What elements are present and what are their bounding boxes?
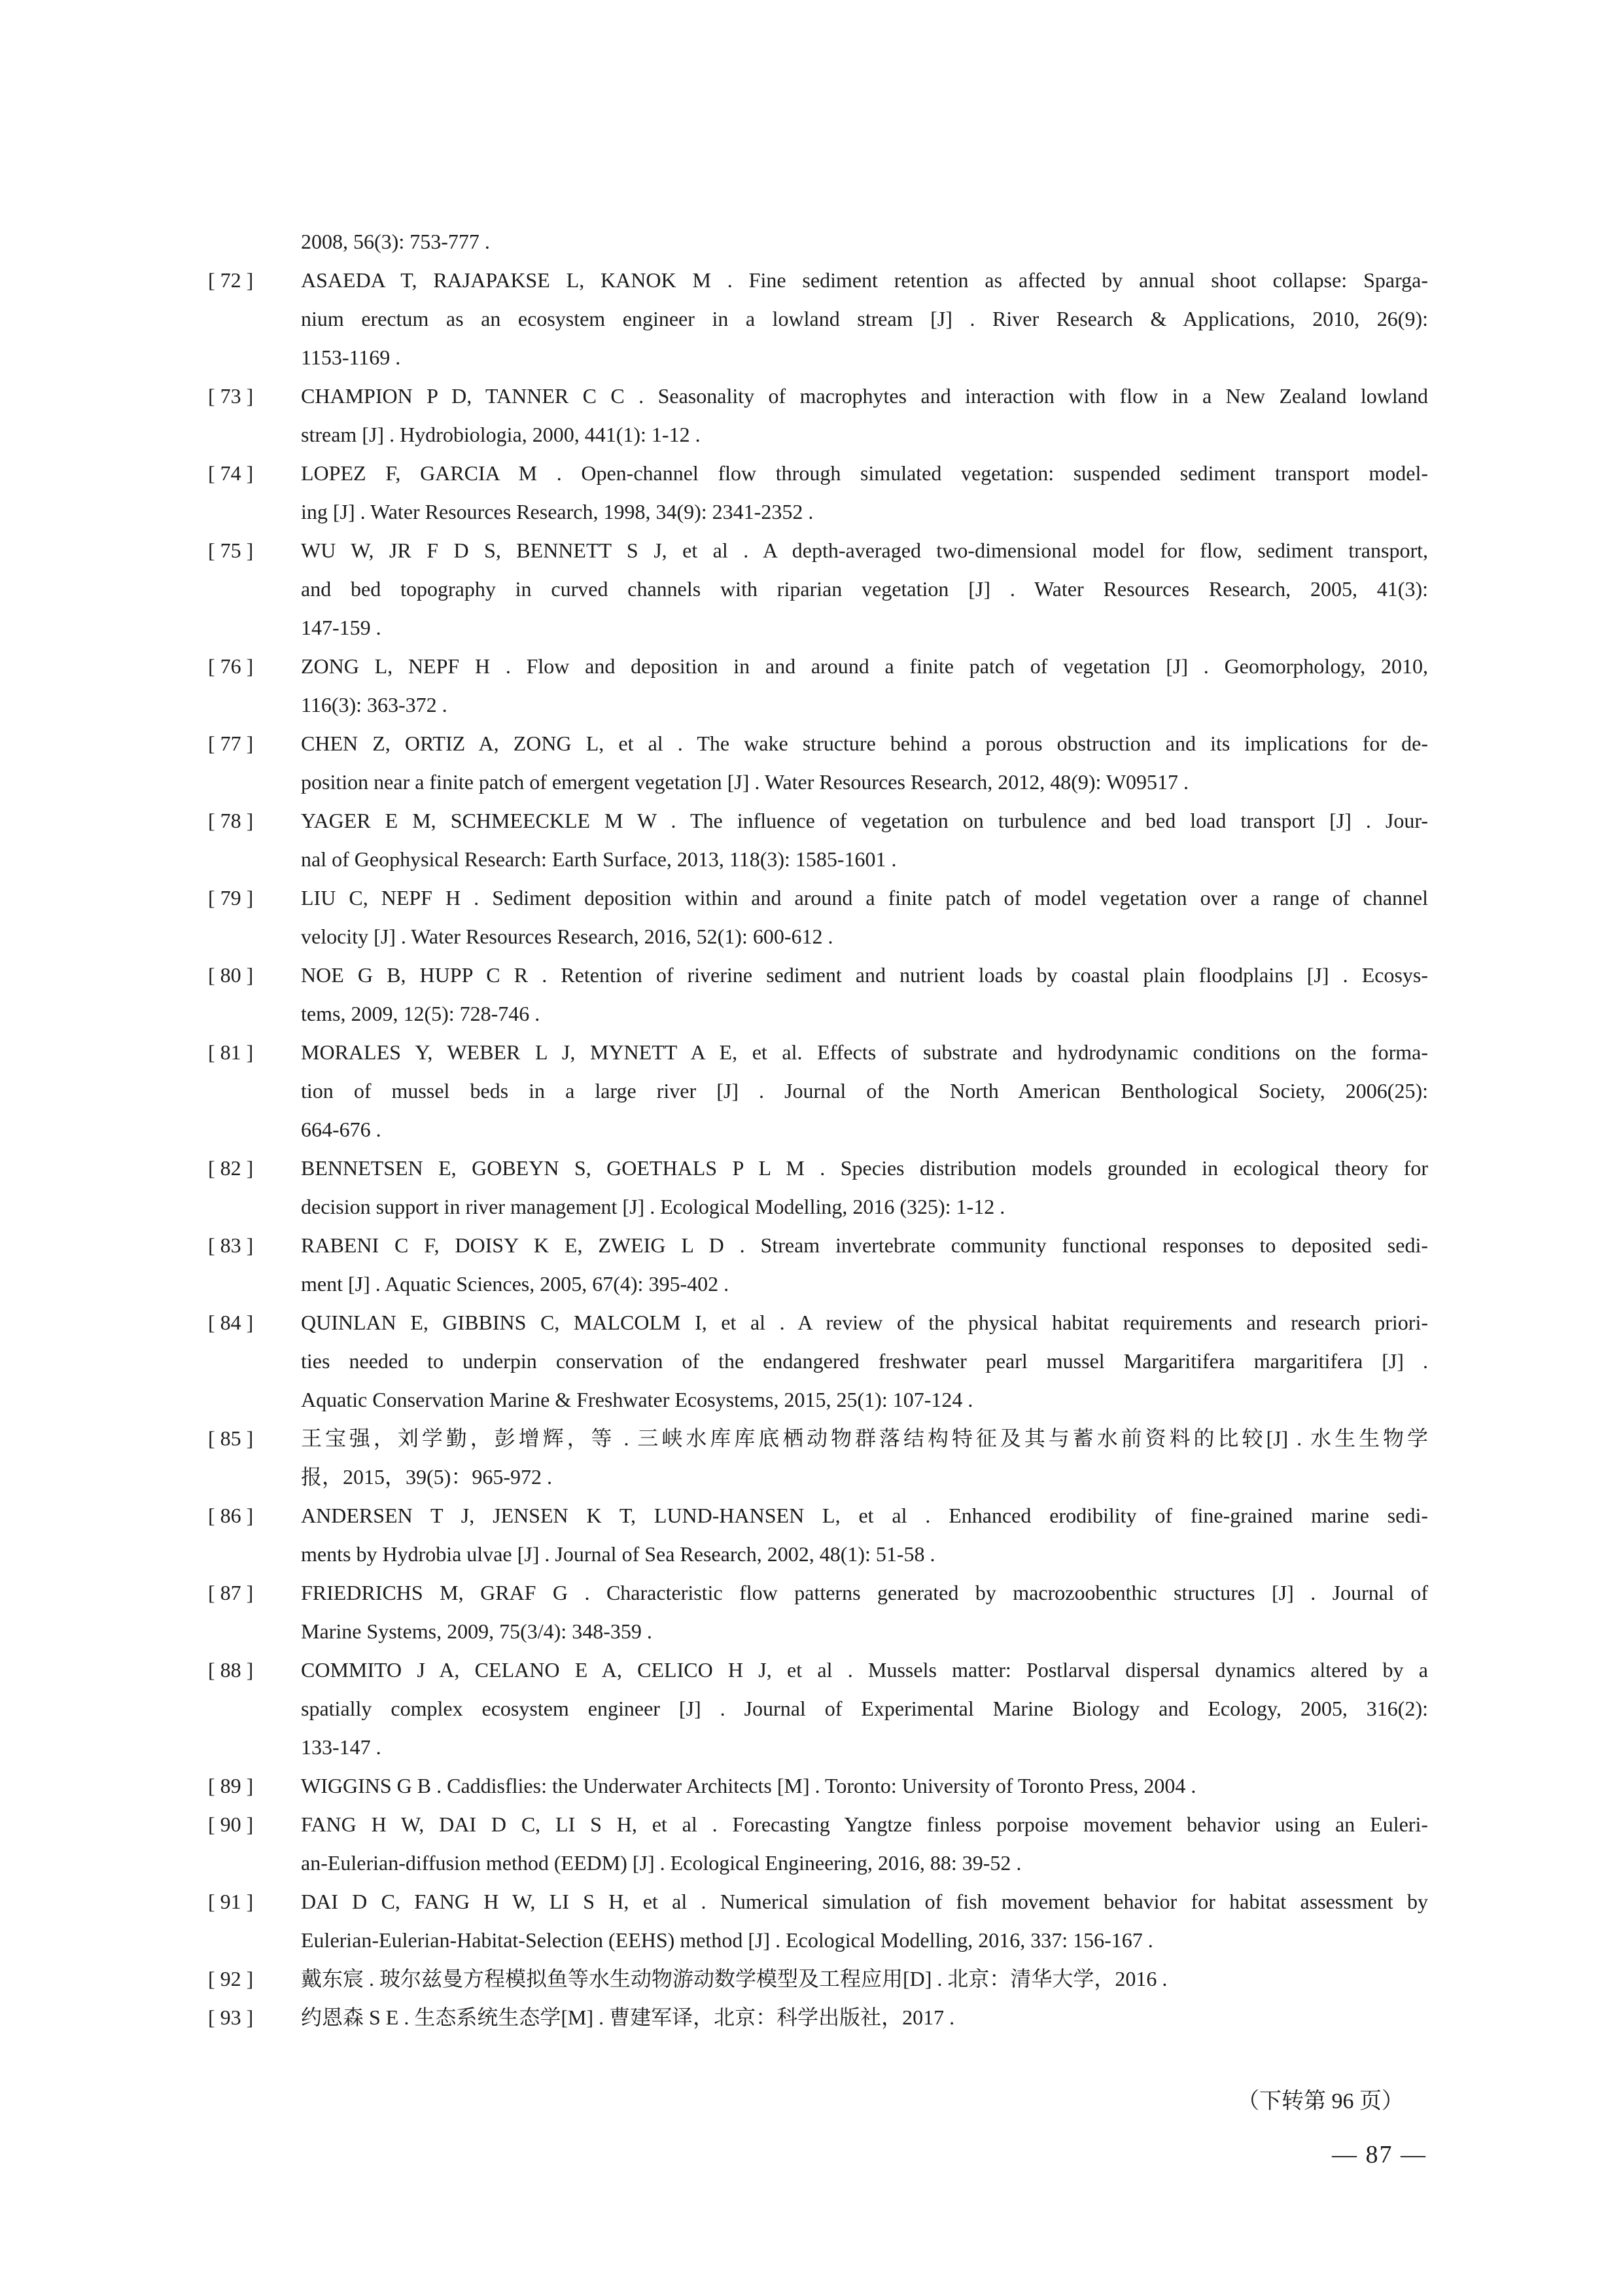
- reference-entry: [208, 1496, 1428, 1574]
- reference-text: [301, 222, 1428, 261]
- reference-line: ment [J] . Aquatic Sciences, 2005, 67(4): 395-402 .: [301, 1272, 729, 1296]
- reference-number: [ 73 ]: [208, 384, 254, 408]
- continuation-note: （下转第 96 页）: [1237, 2089, 1404, 2113]
- reference-list: [208, 222, 1428, 2037]
- reference-text: [301, 879, 1428, 956]
- reference-text: [301, 377, 1428, 454]
- reference-text: [301, 1226, 1428, 1303]
- reference-text: [301, 1149, 1428, 1226]
- reference-number: [ 79 ]: [208, 886, 254, 910]
- reference-line: RABENI C F, DOISY K E, ZWEIG L D . Stream invertebrate community functional responses to deposited sedi-: [301, 1233, 1428, 1257]
- reference-entry: [208, 1998, 1428, 2037]
- reference-line: 147-159 .: [301, 616, 381, 639]
- reference-line: BENNETSEN E, GOBEYN S, GOETHALS P L M . Species distribution models grounded in ecological theory for: [301, 1156, 1428, 1180]
- reference-number: [ 75 ]: [208, 539, 254, 562]
- reference-line: QUINLAN E, GIBBINS C, MALCOLM I, et al . A review of the physical habitat requirements and research priori-: [301, 1311, 1428, 1334]
- reference-number: [ 83 ]: [208, 1233, 254, 1257]
- reference-line: MORALES Y, WEBER L J, MYNETT A E, et al. Effects of substrate and hydrodynamic conditions on the forma-: [301, 1040, 1428, 1064]
- reference-line: COMMITO J A, CELANO E A, CELICO H J, et al . Mussels matter: Postlarval dispersal dynamics altered by a: [301, 1658, 1428, 1682]
- reference-line: velocity [J] . Water Resources Research, 2016, 52(1): 600-612 .: [301, 925, 833, 948]
- reference-line: 王宝强，刘学勤，彭增辉，等 . 三峡水库库底栖动物群落结构特征及其与蓄水前资料的比较[J] . 水生生物学: [301, 1426, 1428, 1450]
- reference-line: nal of Geophysical Research: Earth Surface, 2013, 118(3): 1585-1601 .: [301, 847, 897, 871]
- reference-line: ing [J] . Water Resources Research, 1998, 34(9): 2341-2352 .: [301, 500, 814, 523]
- reference-text: [301, 956, 1428, 1033]
- reference-line: 133-147 .: [301, 1735, 381, 1759]
- reference-line: 664-676 .: [301, 1118, 381, 1141]
- reference-line: CHAMPION P D, TANNER C C . Seasonality of macrophytes and interaction with flow in a New Zealand lowland: [301, 384, 1428, 408]
- reference-text: [301, 1651, 1428, 1767]
- reference-entry: [208, 879, 1428, 956]
- reference-text: [301, 1960, 1428, 1998]
- reference-entry: [208, 377, 1428, 454]
- reference-entry: [208, 1149, 1428, 1226]
- reference-line: LIU C, NEPF H . Sediment deposition within and around a finite patch of model vegetation over a range of channel: [301, 886, 1428, 910]
- reference-line: FANG H W, DAI D C, LI S H, et al . Forecasting Yangtze finless porpoise movement behavior using an Euleri-: [301, 1812, 1428, 1836]
- reference-number: [ 87 ]: [208, 1581, 254, 1604]
- reference-entry: [208, 1419, 1428, 1496]
- reference-line: 2008, 56(3): 753-777 .: [301, 230, 490, 253]
- reference-text: [301, 802, 1428, 879]
- reference-line: Eulerian-Eulerian-Habitat-Selection (EEHS) method [J] . Ecological Modelling, 2016, 337: 156-167 .: [301, 1928, 1153, 1952]
- reference-number: [ 91 ]: [208, 1890, 254, 1913]
- reference-text: [301, 1767, 1428, 1805]
- reference-text: [301, 1419, 1428, 1496]
- reference-entry: [208, 1960, 1428, 1998]
- reference-line: LOPEZ F, GARCIA M . Open-channel flow through simulated vegetation: suspended sediment transport model-: [301, 461, 1428, 485]
- reference-line: stream [J] . Hydrobiologia, 2000, 441(1): 1-12 .: [301, 423, 701, 446]
- reference-number: [ 90 ]: [208, 1812, 254, 1836]
- reference-line: position near a finite patch of emergent vegetation [J] . Water Resources Research, 2012, 48(9): W09517 .: [301, 770, 1189, 794]
- reference-number: [ 88 ]: [208, 1658, 254, 1682]
- reference-text: [301, 1805, 1428, 1882]
- reference-number: [ 86 ]: [208, 1504, 254, 1527]
- reference-text: [301, 1998, 1428, 2037]
- reference-text: [301, 1033, 1428, 1149]
- reference-line: WU W, JR F D S, BENNETT S J, et al . A depth-averaged two-dimensional model for flow, sediment transport,: [301, 539, 1428, 562]
- reference-text: [301, 1882, 1428, 1960]
- reference-number: [ 82 ]: [208, 1156, 254, 1180]
- reference-entry: [208, 1767, 1428, 1805]
- reference-line: 约恩森 S E . 生态系统生态学[M] . 曹建军译，北京：科学出版社，2017 .: [301, 2005, 955, 2029]
- reference-entry: [208, 1651, 1428, 1767]
- reference-line: an-Eulerian-diffusion method (EEDM) [J] . Ecological Engineering, 2016, 88: 39-52 .: [301, 1851, 1022, 1875]
- reference-number: [ 76 ]: [208, 654, 254, 678]
- reference-line: nium erectum as an ecosystem engineer in a lowland stream [J] . River Research & Applications, 2010, 26(9):: [301, 307, 1428, 330]
- reference-number: [ 81 ]: [208, 1040, 254, 1064]
- reference-line: Marine Systems, 2009, 75(3/4): 348-359 .: [301, 1619, 652, 1643]
- reference-entry: [208, 956, 1428, 1033]
- reference-entry: [208, 802, 1428, 879]
- reference-line: decision support in river management [J] . Ecological Modelling, 2016 (325): 1-12 .: [301, 1195, 1005, 1218]
- reference-line: 1153-1169 .: [301, 345, 401, 369]
- reference-text: [301, 531, 1428, 647]
- page-number: — 87 —: [1332, 2141, 1427, 2168]
- reference-entry: [208, 531, 1428, 647]
- reference-line: NOE G B, HUPP C R . Retention of riverine sediment and nutrient loads by coastal plain floodplains [J] . Ecosys-: [301, 963, 1428, 987]
- reference-entry: [208, 1226, 1428, 1303]
- reference-number: [ 93 ]: [208, 2005, 254, 2029]
- reference-entry: [208, 647, 1428, 724]
- reference-text: [301, 1574, 1428, 1651]
- reference-line: ties needed to underpin conservation of the endangered freshwater pearl mussel Margaritifera margaritifera [J] .: [301, 1349, 1428, 1373]
- reference-number: [ 85 ]: [208, 1426, 254, 1450]
- reference-text: [301, 261, 1428, 377]
- reference-number: [ 80 ]: [208, 963, 254, 987]
- reference-line: Aquatic Conservation Marine & Freshwater Ecosystems, 2015, 25(1): 107-124 .: [301, 1388, 973, 1411]
- reference-entry: [208, 222, 1428, 261]
- reference-line: DAI D C, FANG H W, LI S H, et al . Numerical simulation of fish movement behavior for habitat assessment by: [301, 1890, 1428, 1913]
- reference-line: 116(3): 363-372 .: [301, 693, 447, 716]
- reference-entry: [208, 1805, 1428, 1882]
- reference-text: [301, 724, 1428, 802]
- reference-line: and bed topography in curved channels with riparian vegetation [J] . Water Resources Research, 2005, 41(3):: [301, 577, 1428, 601]
- reference-line: CHEN Z, ORTIZ A, ZONG L, et al . The wake structure behind a porous obstruction and its implications for de-: [301, 732, 1428, 755]
- reference-line: ZONG L, NEPF H . Flow and deposition in and around a finite patch of vegetation [J] . Geomorphology, 2010,: [301, 654, 1428, 678]
- reference-entry: [208, 1303, 1428, 1419]
- reference-number: [ 89 ]: [208, 1774, 254, 1797]
- reference-line: ments by Hydrobia ulvae [J] . Journal of Sea Research, 2002, 48(1): 51-58 .: [301, 1542, 935, 1566]
- reference-entry: [208, 724, 1428, 802]
- reference-line: YAGER E M, SCHMEECKLE M W . The influence of vegetation on turbulence and bed load transport [J] . Jour-: [301, 809, 1428, 832]
- reference-line: 报，2015，39(5)：965-972 .: [301, 1465, 552, 1489]
- reference-text: [301, 1303, 1428, 1419]
- reference-line: 戴东宸 . 玻尔兹曼方程模拟鱼等水生动物游动数学模型及工程应用[D] . 北京：清华大学，2016 .: [301, 1967, 1168, 1990]
- reference-line: tems, 2009, 12(5): 728-746 .: [301, 1002, 540, 1025]
- reference-line: FRIEDRICHS M, GRAF G . Characteristic flow patterns generated by macrozoobenthic structures [J] . Journal of: [301, 1581, 1428, 1604]
- reference-number: [ 74 ]: [208, 461, 254, 485]
- reference-number: [ 77 ]: [208, 732, 254, 755]
- reference-number: [ 92 ]: [208, 1967, 254, 1990]
- reference-line: ASAEDA T, RAJAPAKSE L, KANOK M . Fine sediment retention as affected by annual shoot collapse: Sparga-: [301, 268, 1428, 292]
- reference-text: [301, 454, 1428, 531]
- reference-number: [ 84 ]: [208, 1311, 254, 1334]
- reference-line: WIGGINS G B . Caddisflies: the Underwater Architects [M] . Toronto: University of Toronto Press, 2004 .: [301, 1774, 1196, 1797]
- reference-entry: [208, 1033, 1428, 1149]
- reference-number: [ 72 ]: [208, 268, 254, 292]
- reference-line: ANDERSEN T J, JENSEN K T, LUND-HANSEN L, et al . Enhanced erodibility of fine-grained marine sedi-: [301, 1504, 1428, 1527]
- reference-entry: [208, 1574, 1428, 1651]
- reference-line: spatially complex ecosystem engineer [J] . Journal of Experimental Marine Biology and Ecology, 2005, 316(2):: [301, 1697, 1428, 1720]
- reference-number: [ 78 ]: [208, 809, 254, 832]
- reference-text: [301, 647, 1428, 724]
- reference-entry: [208, 454, 1428, 531]
- reference-entry: [208, 1882, 1428, 1960]
- reference-line: tion of mussel beds in a large river [J] . Journal of the North American Benthological Society, 2006(25):: [301, 1079, 1428, 1103]
- reference-entry: [208, 261, 1428, 377]
- reference-text: [301, 1496, 1428, 1574]
